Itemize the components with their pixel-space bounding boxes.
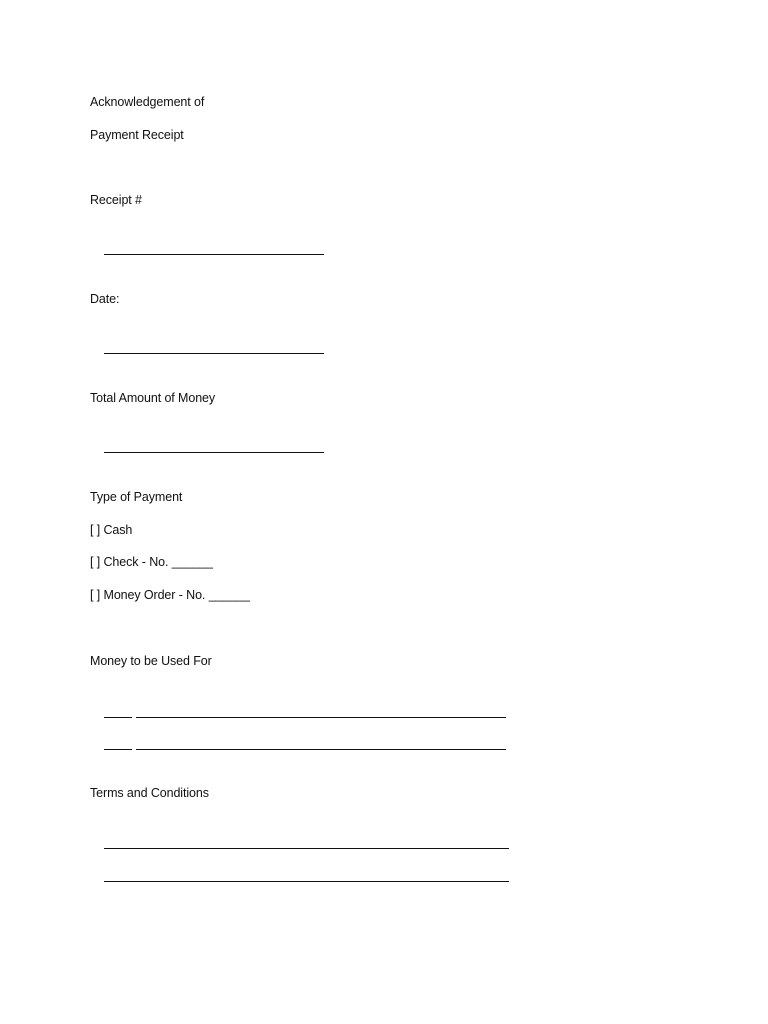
usage-label: Money to be Used For xyxy=(90,654,212,668)
payment-type-label: Type of Payment xyxy=(90,490,183,504)
option-check-number-blank: ______ xyxy=(171,555,213,569)
receipt-number-blank xyxy=(90,226,324,275)
option-money-order-checkbox: [ ] xyxy=(90,588,101,602)
option-money-order-number-blank: ______ xyxy=(208,588,250,602)
option-cash-text: Cash xyxy=(103,523,133,537)
option-cash-checkbox: [ ] xyxy=(90,523,101,537)
terms-label: Terms and Conditions xyxy=(90,786,209,800)
title-line-1: Acknowledgement of xyxy=(90,95,205,109)
option-check-text: Check - No. xyxy=(103,555,169,569)
total-amount-blank xyxy=(90,424,324,473)
usage-blank-2 xyxy=(90,721,506,770)
date-blank xyxy=(90,325,324,374)
option-money-order-text: Money Order - No. xyxy=(103,588,206,602)
total-amount-label: Total Amount of Money xyxy=(90,391,216,405)
receipt-number-label: Receipt # xyxy=(90,193,142,207)
option-check xyxy=(90,554,213,570)
option-check-checkbox: [ ] xyxy=(90,555,101,569)
terms-blank-2 xyxy=(90,853,509,902)
option-money-order xyxy=(90,587,250,603)
date-label: Date: xyxy=(90,292,120,306)
title-line-2: Payment Receipt xyxy=(90,128,184,142)
option-cash xyxy=(90,522,132,538)
